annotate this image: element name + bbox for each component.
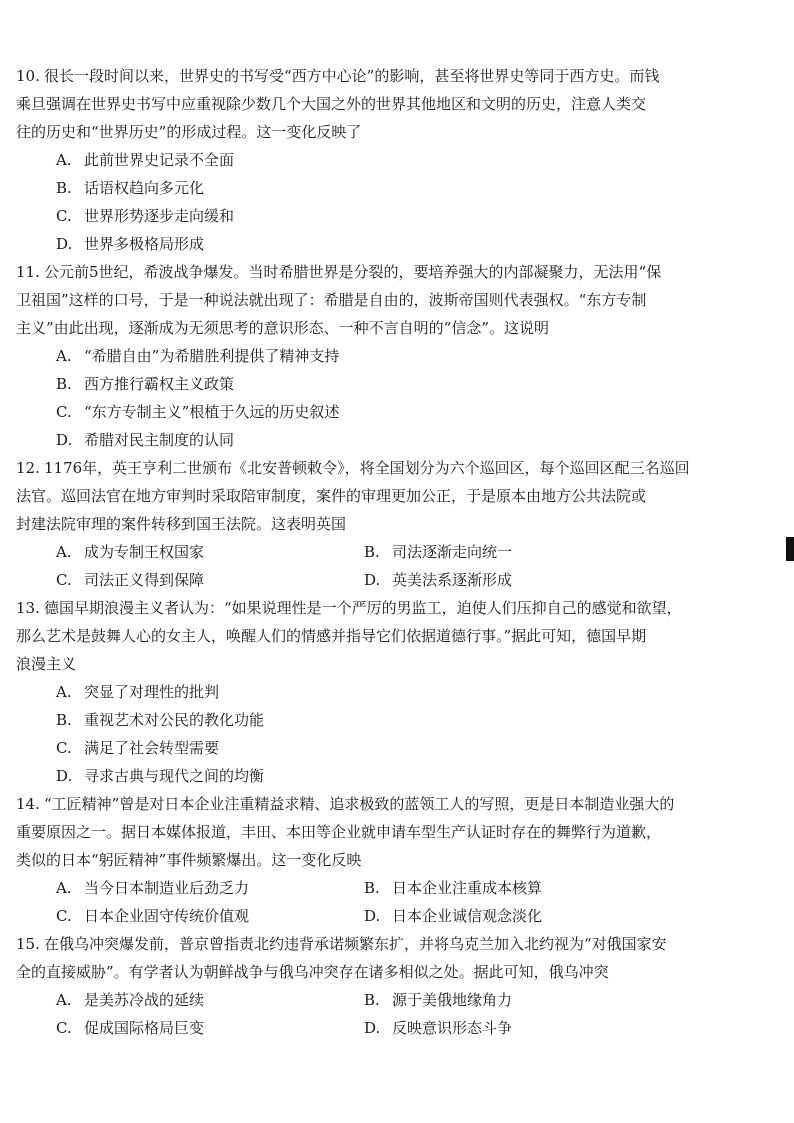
question-stem [16, 930, 718, 986]
option-c[interactable]: C. 促成国际格局巨变 [56, 1019, 205, 1037]
option-d[interactable]: D. 希腊对民主制度的认同 [56, 431, 235, 449]
stem-line: 在俄乌冲突爆发前，普京曾指责北约违背承诺频繁东扩，并将乌克兰加入北约视为“对俄国家安 [44, 935, 667, 953]
question-number: 15. [16, 935, 40, 953]
question-stem [16, 62, 718, 146]
question-number: 10. [16, 67, 40, 85]
option-c[interactable]: C. 日本企业固守传统价值观 [56, 907, 250, 925]
option-d[interactable]: D. 英美法系逐渐形成 [364, 571, 513, 589]
question-10 [16, 62, 718, 258]
question-stem [16, 258, 718, 342]
question-number: 13. [16, 599, 40, 617]
option-c[interactable]: C. “东方专制主义”根植于久远的历史叙述 [56, 403, 340, 421]
binding-mark [786, 537, 794, 561]
option-b[interactable]: B. 司法逐渐走向统一 [364, 543, 513, 561]
option-d[interactable]: D. 反映意识形态斗争 [364, 1019, 513, 1037]
question-14 [16, 790, 718, 930]
options [16, 146, 718, 258]
stem-line: 乘旦强调在世界史书写中应重视除少数几个大国之外的世界其他地区和文明的历史，注意人类交 [16, 95, 647, 113]
question-12 [16, 454, 718, 594]
question-15 [16, 930, 718, 1042]
stem-line: 浪漫主义 [16, 655, 77, 673]
question-list [16, 62, 718, 1042]
options [16, 874, 718, 930]
option-b[interactable]: B. 源于美俄地缘角力 [364, 991, 513, 1009]
question-stem [16, 790, 718, 874]
stem-line: “工匠精神”曾是对日本企业注重精益求精、追求极致的蓝领工人的写照，更是日本制造业强大的 [44, 795, 675, 813]
stem-line: 往的历史和“世界历史”的形成过程。这一变化反映了 [16, 123, 362, 141]
option-d[interactable]: D. 日本企业诚信观念淡化 [364, 907, 543, 925]
option-a[interactable]: A. “希腊自由”为希腊胜利提供了精神支持 [56, 347, 340, 365]
stem-line: 重要原因之一。据日本媒体报道，丰田、本田等企业就申请车型生产认证时存在的舞弊行为道歉， [16, 823, 662, 841]
option-a[interactable]: A. 成为专制王权国家 [56, 543, 205, 561]
options [16, 342, 718, 454]
option-c[interactable]: C. 司法正义得到保障 [56, 571, 205, 589]
option-a[interactable]: A. 此前世界史记录不全面 [56, 151, 235, 169]
option-b[interactable]: B. 重视艺术对公民的教化功能 [56, 711, 265, 729]
stem-line: 很长一段时间以来，世界史的书写受“西方中心论”的影响，甚至将世界史等同于西方史。而钱 [44, 67, 660, 85]
stem-line: 卫祖国”这样的口号，于是一种说法就出现了：希腊是自由的，波斯帝国则代表强权。“东方专制 [16, 291, 647, 309]
stem-line: 全的直接威胁”。有学者认为朝鲜战争与俄乌冲突存在诸多相似之处。据此可知，俄乌冲突 [16, 963, 609, 981]
option-c[interactable]: C. 满足了社会转型需要 [56, 739, 220, 757]
option-d[interactable]: D. 世界多极格局形成 [56, 235, 205, 253]
question-number: 12. [16, 459, 40, 477]
option-b[interactable]: B. 西方推行霸权主义政策 [56, 375, 235, 393]
option-c[interactable]: C. 世界形势逐步走向缓和 [56, 207, 235, 225]
option-a[interactable]: A. 突显了对理性的批判 [56, 683, 220, 701]
option-b[interactable]: B. 日本企业注重成本核算 [364, 879, 543, 897]
stem-line: 封建法院审理的案件转移到国王法院。这表明英国 [16, 515, 347, 533]
question-number: 11. [16, 263, 40, 281]
question-11 [16, 258, 718, 454]
stem-line: 类似的日本“躬匠精神”事件频繁爆出。这一变化反映 [16, 851, 362, 869]
option-a[interactable]: A. 是美苏冷战的延续 [56, 991, 205, 1009]
stem-line: 公元前5世纪，希波战争爆发。当时希腊世界是分裂的，要培养强大的内部凝聚力，无法用“保 [44, 263, 662, 281]
question-stem [16, 454, 718, 538]
options [16, 678, 718, 790]
stem-line: 主义”由此出现，逐渐成为无须思考的意识形态、一种不言自明的“信念”。这说明 [16, 319, 550, 337]
options [16, 538, 718, 594]
question-number: 14. [16, 795, 40, 813]
options [16, 986, 718, 1042]
stem-line: 德国早期浪漫主义者认为：“如果说理性是一个严厉的男监工，迫使人们压抑自己的感觉和欲望， [44, 599, 682, 617]
stem-line: 法官。巡回法官在地方审判时采取陪审制度，案件的审理更加公正，于是原本由地方公共法院或 [16, 487, 647, 505]
option-a[interactable]: A. 当今日本制造业后劲乏力 [56, 879, 250, 897]
question-stem [16, 594, 718, 678]
question-13 [16, 594, 718, 790]
stem-line: 那么艺术是鼓舞人心的女主人，唤醒人们的情感并指导它们依据道德行事。”据此可知，德国早期 [16, 627, 647, 645]
option-d[interactable]: D. 寻求古典与现代之间的均衡 [56, 767, 265, 785]
stem-line: 1176年，英王亨利二世颁布《北安普顿敕令》，将全国划分为六个巡回区，每个巡回区配三名巡回 [44, 459, 690, 477]
option-b[interactable]: B. 话语权趋向多元化 [56, 179, 205, 197]
